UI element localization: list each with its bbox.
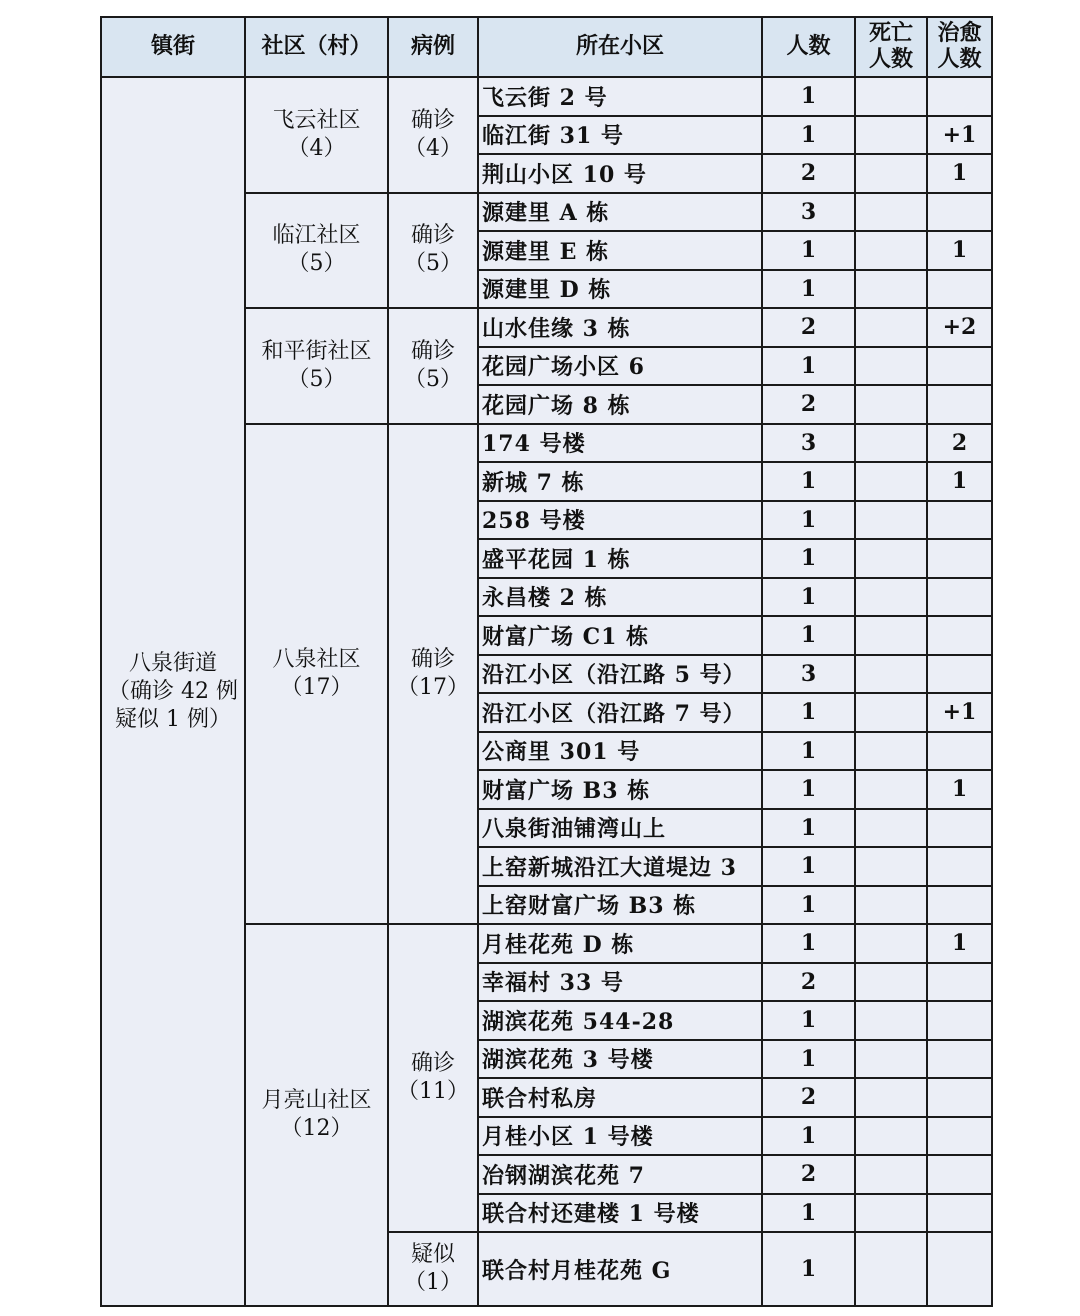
residence-cell: 冶钢湖滨花苑 7 <box>478 1155 762 1194</box>
death-cell <box>855 462 927 501</box>
case-type-label: 确诊 <box>410 107 455 133</box>
death-cell <box>855 655 927 694</box>
death-cell <box>855 693 927 732</box>
count-cell: 1 <box>762 501 855 540</box>
count-cell: 1 <box>762 77 855 116</box>
count-cell: 2 <box>762 1078 855 1117</box>
count-cell: 3 <box>762 193 855 232</box>
header-death-line2: 人数 <box>868 47 913 72</box>
town-cell <box>101 77 245 1306</box>
case-type-cell <box>388 924 478 1232</box>
cured-cell <box>927 1117 992 1156</box>
town-name: 八泉街道 <box>128 650 217 676</box>
death-cell <box>855 424 927 463</box>
death-cell <box>855 770 927 809</box>
count-cell: 1 <box>762 924 855 963</box>
count-cell: 1 <box>762 886 855 925</box>
case-type-count: （11） <box>397 1079 469 1104</box>
cured-cell <box>927 193 992 232</box>
header-town: 镇街 <box>101 17 245 77</box>
cured-cell <box>927 732 992 771</box>
cured-cell: 2 <box>927 424 992 463</box>
community-cell <box>245 308 388 424</box>
count-cell: 1 <box>762 847 855 886</box>
case-type-cell <box>388 308 478 424</box>
count-cell: 1 <box>762 462 855 501</box>
header-row <box>101 17 992 77</box>
cured-cell: +1 <box>927 693 992 732</box>
cured-cell <box>927 77 992 116</box>
count-cell: 1 <box>762 1040 855 1079</box>
death-cell <box>855 578 927 617</box>
case-type-count: （5） <box>404 251 462 277</box>
residence-cell: 上窑新城沿江大道堤边 3 <box>478 847 762 886</box>
residence-cell: 联合村私房 <box>478 1078 762 1117</box>
cured-cell: 1 <box>927 924 992 963</box>
count-cell: 1 <box>762 809 855 848</box>
residence-cell: 山水佳缘 3 栋 <box>478 308 762 347</box>
death-cell <box>855 501 927 540</box>
community-name: 月亮山社区 <box>261 1088 372 1113</box>
community-cell <box>245 193 388 309</box>
death-cell <box>855 924 927 963</box>
community-cell <box>245 424 388 925</box>
case-type-cell <box>388 193 478 309</box>
death-cell <box>855 539 927 578</box>
residence-cell: 财富广场 C1 栋 <box>478 616 762 655</box>
cured-cell: 1 <box>927 462 992 501</box>
cured-cell <box>927 886 992 925</box>
residence-cell: 174 号楼 <box>478 424 762 463</box>
cured-cell: 1 <box>927 154 992 193</box>
header-cured-line1: 治愈 <box>937 21 982 46</box>
count-cell: 3 <box>762 424 855 463</box>
case-table <box>100 16 993 1307</box>
residence-cell: 财富广场 B3 栋 <box>478 770 762 809</box>
cured-cell <box>927 1001 992 1040</box>
residence-cell: 258 号楼 <box>478 501 762 540</box>
community-count: （12） <box>280 1116 353 1141</box>
case-type-label: 确诊 <box>410 646 455 672</box>
community-name: 和平街社区 <box>261 338 372 364</box>
residence-cell: 月桂花苑 D 栋 <box>478 924 762 963</box>
residence-cell: 联合村还建楼 1 号楼 <box>478 1194 762 1233</box>
residence-cell: 花园广场小区 6 <box>478 347 762 386</box>
count-cell: 3 <box>762 655 855 694</box>
residence-cell: 永昌楼 2 栋 <box>478 578 762 617</box>
death-cell <box>855 193 927 232</box>
header-death-line1: 死亡 <box>868 21 913 46</box>
case-type-label: 确诊 <box>410 1051 455 1076</box>
count-cell: 1 <box>762 1117 855 1156</box>
death-cell <box>855 963 927 1002</box>
residence-cell: 幸福村 33 号 <box>478 963 762 1002</box>
death-cell <box>855 1155 927 1194</box>
community-count: （17） <box>280 674 353 700</box>
case-type-count: （5） <box>404 366 462 392</box>
residence-cell: 沿江小区（沿江路 7 号） <box>478 693 762 732</box>
cured-cell <box>927 1155 992 1194</box>
death-cell <box>855 154 927 193</box>
cured-cell <box>927 578 992 617</box>
cured-cell <box>927 963 992 1002</box>
cured-cell <box>927 616 992 655</box>
town-suspected-total: 疑似 1 例） <box>115 706 231 732</box>
residence-cell: 飞云街 2 号 <box>478 77 762 116</box>
cured-cell: +2 <box>927 308 992 347</box>
community-count: （5） <box>287 366 346 392</box>
count-cell: 1 <box>762 1001 855 1040</box>
case-type-cell <box>388 1232 478 1306</box>
town-confirmed-total: （确诊 42 例 <box>108 678 238 704</box>
residence-cell: 源建里 A 栋 <box>478 193 762 232</box>
count-cell: 2 <box>762 1155 855 1194</box>
death-cell <box>855 732 927 771</box>
case-type-cell <box>388 77 478 193</box>
cured-cell: 1 <box>927 770 992 809</box>
count-cell: 1 <box>762 116 855 155</box>
count-cell: 1 <box>762 270 855 309</box>
residence-cell: 新城 7 栋 <box>478 462 762 501</box>
count-cell: 1 <box>762 732 855 771</box>
cured-cell <box>927 347 992 386</box>
residence-cell: 沿江小区（沿江路 5 号） <box>478 655 762 694</box>
residence-cell: 湖滨花苑 544-28 <box>478 1001 762 1040</box>
death-cell <box>855 231 927 270</box>
cured-cell <box>927 847 992 886</box>
cured-cell <box>927 501 992 540</box>
death-cell <box>855 1001 927 1040</box>
count-cell: 1 <box>762 578 855 617</box>
death-cell <box>855 1078 927 1117</box>
community-count: （5） <box>287 251 346 277</box>
community-name: 八泉社区 <box>272 646 361 672</box>
death-cell <box>855 1232 927 1306</box>
case-type-label: 确诊 <box>410 223 455 249</box>
residence-cell: 上窑财富广场 B3 栋 <box>478 886 762 925</box>
cured-cell <box>927 1078 992 1117</box>
residence-cell: 花园广场 8 栋 <box>478 385 762 424</box>
death-cell <box>855 270 927 309</box>
count-cell: 1 <box>762 539 855 578</box>
cured-cell <box>927 539 992 578</box>
count-cell: 1 <box>762 616 855 655</box>
case-type-count: （1） <box>404 1270 462 1295</box>
case-type-label: 确诊 <box>410 338 455 364</box>
residence-cell: 源建里 D 栋 <box>478 270 762 309</box>
death-cell <box>855 385 927 424</box>
death-cell <box>855 847 927 886</box>
header-count: 人数 <box>762 17 855 77</box>
death-cell <box>855 1117 927 1156</box>
header-cured-count <box>927 17 992 77</box>
case-type-count: （17） <box>397 674 469 700</box>
residence-cell: 荆山小区 10 号 <box>478 154 762 193</box>
cured-cell: +1 <box>927 116 992 155</box>
cured-cell <box>927 1232 992 1306</box>
count-cell: 2 <box>762 963 855 1002</box>
residence-cell: 湖滨花苑 3 号楼 <box>478 1040 762 1079</box>
count-cell: 1 <box>762 1232 855 1306</box>
death-cell <box>855 116 927 155</box>
count-cell: 1 <box>762 1194 855 1233</box>
community-name: 飞云社区 <box>272 107 361 133</box>
community-cell <box>245 924 388 1306</box>
cured-cell <box>927 270 992 309</box>
case-type-count: （4） <box>404 135 462 161</box>
death-cell <box>855 347 927 386</box>
death-cell <box>855 77 927 116</box>
count-cell: 2 <box>762 308 855 347</box>
community-count: （4） <box>287 135 346 161</box>
cured-cell <box>927 385 992 424</box>
death-cell <box>855 616 927 655</box>
header-case-type: 病例 <box>388 17 478 77</box>
death-cell <box>855 809 927 848</box>
residence-cell: 联合村月桂花苑 G <box>478 1232 762 1306</box>
count-cell: 1 <box>762 347 855 386</box>
death-cell <box>855 308 927 347</box>
case-type-cell <box>388 424 478 925</box>
death-cell <box>855 886 927 925</box>
count-cell: 1 <box>762 693 855 732</box>
header-residence: 所在小区 <box>478 17 762 77</box>
case-type-label: 疑似 <box>410 1242 455 1267</box>
cured-cell <box>927 1194 992 1233</box>
header-cured-line2: 人数 <box>937 47 982 72</box>
table-row <box>101 77 992 116</box>
community-name: 临江社区 <box>272 223 361 249</box>
death-cell <box>855 1194 927 1233</box>
count-cell: 2 <box>762 154 855 193</box>
count-cell: 2 <box>762 385 855 424</box>
cured-cell: 1 <box>927 231 992 270</box>
header-death-count <box>855 17 927 77</box>
residence-cell: 盛平花园 1 栋 <box>478 539 762 578</box>
residence-cell: 临江街 31 号 <box>478 116 762 155</box>
count-cell: 1 <box>762 231 855 270</box>
cured-cell <box>927 655 992 694</box>
count-cell: 1 <box>762 770 855 809</box>
death-cell <box>855 1040 927 1079</box>
residence-cell: 源建里 E 栋 <box>478 231 762 270</box>
cured-cell <box>927 809 992 848</box>
residence-cell: 公商里 301 号 <box>478 732 762 771</box>
cured-cell <box>927 1040 992 1079</box>
residence-cell: 月桂小区 1 号楼 <box>478 1117 762 1156</box>
community-cell <box>245 77 388 193</box>
residence-cell: 八泉街油铺湾山上 <box>478 809 762 848</box>
header-community: 社区（村） <box>245 17 388 77</box>
